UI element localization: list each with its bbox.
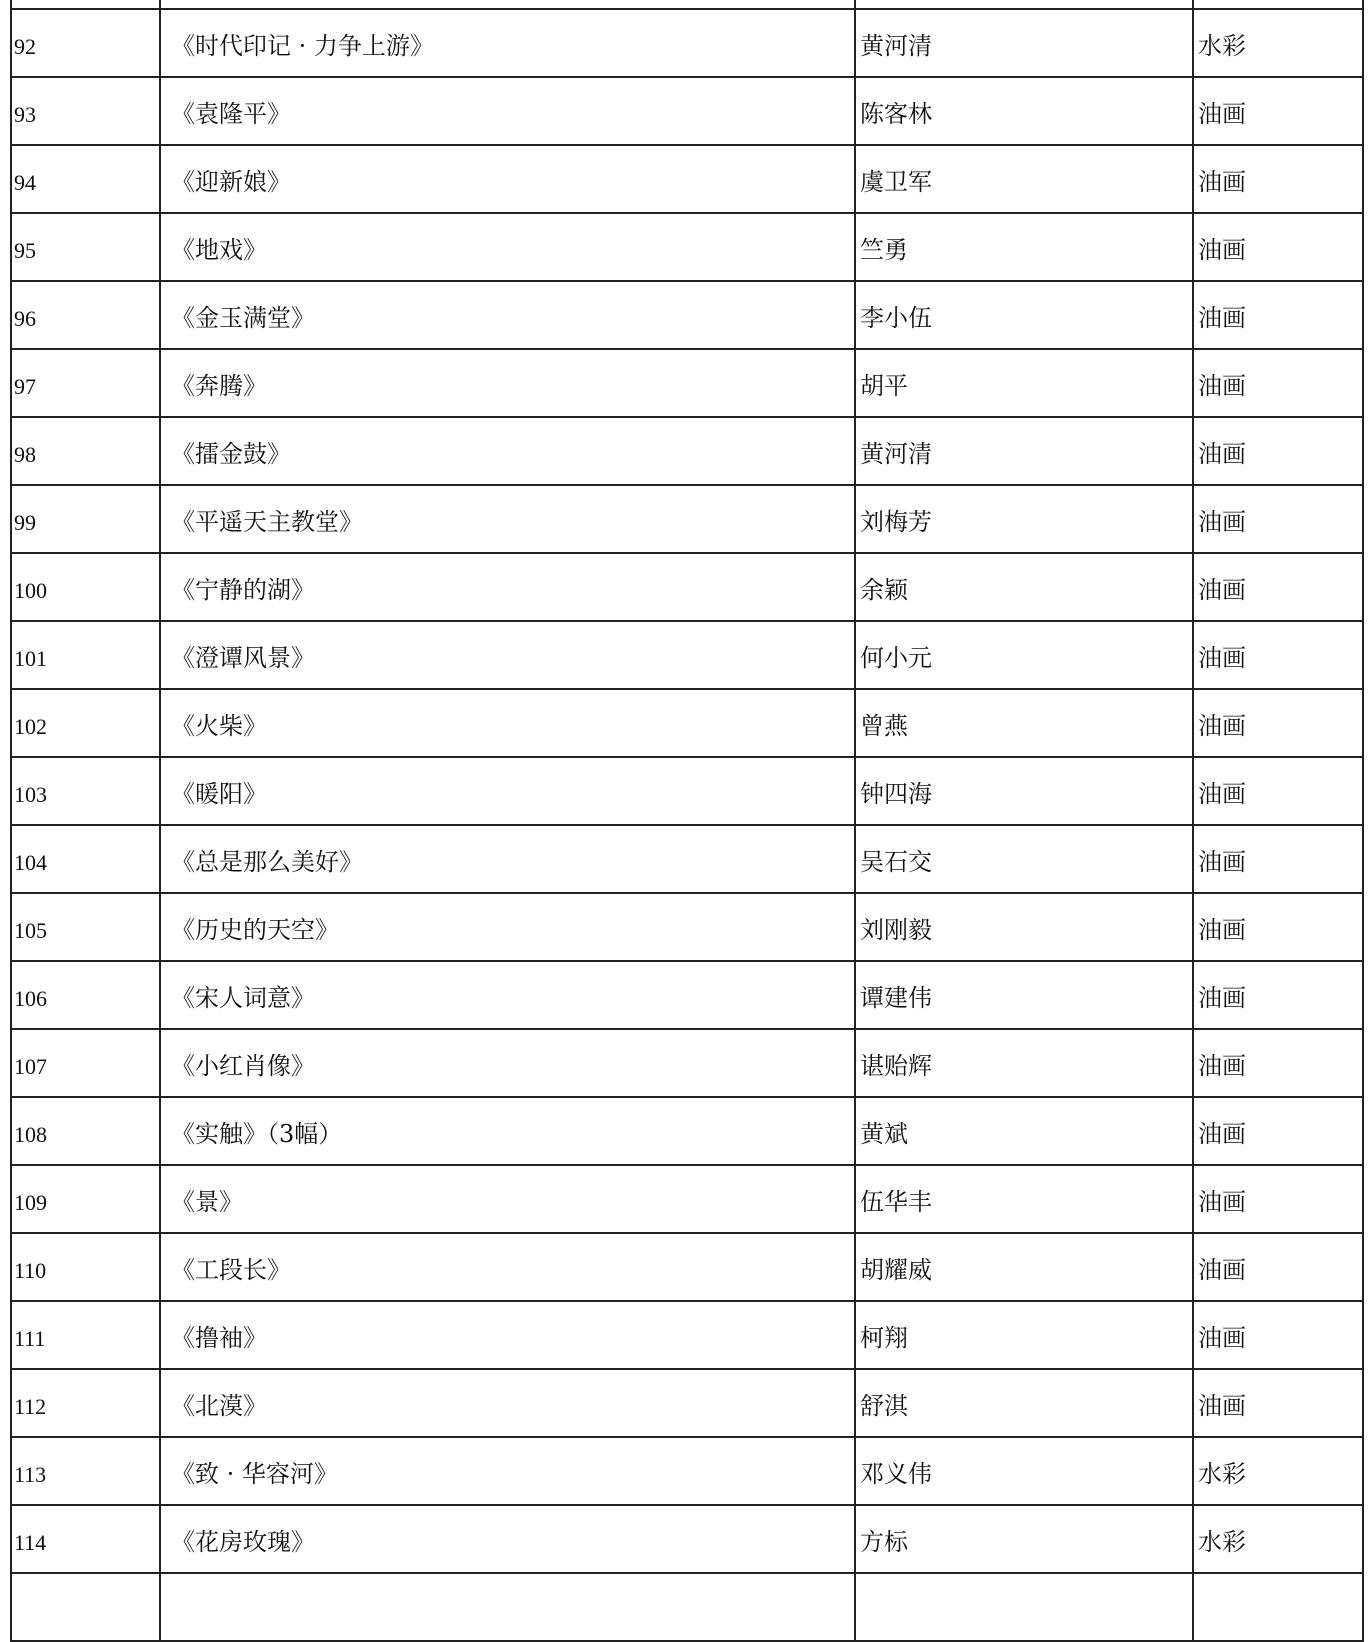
table-row <box>11 1301 1363 1369</box>
artist-name-cell: 陈客林 <box>855 77 1193 145</box>
artwork-title-cell: 《袁隆平》 <box>160 77 855 145</box>
table-row <box>11 417 1363 485</box>
row-number-cell: 105 <box>11 893 160 961</box>
row-number-cell: 95 <box>11 213 160 281</box>
category-cell: 油画 <box>1193 689 1363 757</box>
category-cell: 油画 <box>1193 281 1363 349</box>
table-row <box>11 893 1363 961</box>
artist-name-cell: 李小伍 <box>855 281 1193 349</box>
row-number-cell: 103 <box>11 757 160 825</box>
table-row <box>11 1369 1363 1437</box>
artist-name-cell <box>855 1573 1193 1641</box>
table-row <box>11 1165 1363 1233</box>
artist-name-cell: 柯翔 <box>855 1301 1193 1369</box>
category-cell: 油画 <box>1193 553 1363 621</box>
table-row <box>11 1029 1363 1097</box>
table-row <box>11 281 1363 349</box>
table-row <box>11 1573 1363 1641</box>
row-number-cell: 108 <box>11 1097 160 1165</box>
artwork-title-cell: 《擂金鼓》 <box>160 417 855 485</box>
category-cell: 水彩 <box>1193 1437 1363 1505</box>
artwork-title-cell: 《迎新娘》 <box>160 145 855 213</box>
table-row <box>11 213 1363 281</box>
row-number-cell: 99 <box>11 485 160 553</box>
row-number-cell: 102 <box>11 689 160 757</box>
artwork-title-cell: 《地戏》 <box>160 213 855 281</box>
artist-name-cell <box>855 0 1193 9</box>
table-row <box>11 689 1363 757</box>
table-row <box>11 349 1363 417</box>
category-cell: 油画 <box>1193 621 1363 689</box>
artist-name-cell: 谭建伟 <box>855 961 1193 1029</box>
artwork-title-cell: 《澄谭风景》 <box>160 621 855 689</box>
artwork-title-cell: 《致 · 华容河》 <box>160 1437 855 1505</box>
artist-name-cell: 伍华丰 <box>855 1165 1193 1233</box>
table-row <box>11 9 1363 77</box>
artwork-title-cell: 《奔腾》 <box>160 349 855 417</box>
category-cell: 油画 <box>1193 1369 1363 1437</box>
category-cell: 油画 <box>1193 1165 1363 1233</box>
artwork-title-cell: 《时代印记 · 力争上游》 <box>160 9 855 77</box>
artist-name-cell: 邓义伟 <box>855 1437 1193 1505</box>
artwork-title-cell: 《实触》（3幅） <box>160 1097 855 1165</box>
table-row <box>11 621 1363 689</box>
artwork-title-cell: 《宋人词意》 <box>160 961 855 1029</box>
artist-name-cell: 方标 <box>855 1505 1193 1573</box>
table-row <box>11 825 1363 893</box>
artwork-title-cell: 《景》 <box>160 1165 855 1233</box>
artwork-list-table <box>10 0 1364 1642</box>
row-number-cell <box>11 1573 160 1641</box>
table-row <box>11 553 1363 621</box>
artwork-title-cell: 《总是那么美好》 <box>160 825 855 893</box>
artist-name-cell: 虞卫军 <box>855 145 1193 213</box>
table-row <box>11 961 1363 1029</box>
artist-name-cell: 舒淇 <box>855 1369 1193 1437</box>
artwork-title-cell <box>160 0 855 9</box>
category-cell: 油画 <box>1193 1301 1363 1369</box>
artist-name-cell: 胡耀威 <box>855 1233 1193 1301</box>
artist-name-cell: 胡平 <box>855 349 1193 417</box>
category-cell: 水彩 <box>1193 1505 1363 1573</box>
table-row <box>11 757 1363 825</box>
row-number-cell: 96 <box>11 281 160 349</box>
table-row <box>11 485 1363 553</box>
category-cell <box>1193 1573 1363 1641</box>
artwork-title-cell: 《暖阳》 <box>160 757 855 825</box>
row-number-cell: 97 <box>11 349 160 417</box>
artwork-title-cell: 《历史的天空》 <box>160 893 855 961</box>
table-row <box>11 1505 1363 1573</box>
artwork-title-cell: 《平遥天主教堂》 <box>160 485 855 553</box>
category-cell: 油画 <box>1193 1097 1363 1165</box>
artwork-title-cell: 《宁静的湖》 <box>160 553 855 621</box>
table-row <box>11 1437 1363 1505</box>
artist-name-cell: 黄斌 <box>855 1097 1193 1165</box>
category-cell: 油画 <box>1193 417 1363 485</box>
artist-name-cell: 曾燕 <box>855 689 1193 757</box>
category-cell: 油画 <box>1193 757 1363 825</box>
row-number-cell: 106 <box>11 961 160 1029</box>
artwork-title-cell: 《撸袖》 <box>160 1301 855 1369</box>
category-cell: 油画 <box>1193 145 1363 213</box>
artist-name-cell: 何小元 <box>855 621 1193 689</box>
artwork-title-cell: 《小红肖像》 <box>160 1029 855 1097</box>
row-number-cell: 100 <box>11 553 160 621</box>
row-number-cell: 107 <box>11 1029 160 1097</box>
artist-name-cell: 谌贻辉 <box>855 1029 1193 1097</box>
category-cell: 油画 <box>1193 1029 1363 1097</box>
category-cell <box>1193 0 1363 9</box>
artwork-title-cell: 《金玉满堂》 <box>160 281 855 349</box>
table-row <box>11 0 1363 9</box>
artwork-title-cell <box>160 1573 855 1641</box>
artist-name-cell: 竺勇 <box>855 213 1193 281</box>
row-number-cell: 101 <box>11 621 160 689</box>
artist-name-cell: 钟四海 <box>855 757 1193 825</box>
category-cell: 油画 <box>1193 213 1363 281</box>
artist-name-cell: 刘刚毅 <box>855 893 1193 961</box>
category-cell: 油画 <box>1193 961 1363 1029</box>
table-row <box>11 145 1363 213</box>
artwork-title-cell: 《北漠》 <box>160 1369 855 1437</box>
row-number-cell: 93 <box>11 77 160 145</box>
category-cell: 油画 <box>1193 77 1363 145</box>
table-row <box>11 77 1363 145</box>
row-number-cell: 94 <box>11 145 160 213</box>
row-number-cell: 112 <box>11 1369 160 1437</box>
row-number-cell: 110 <box>11 1233 160 1301</box>
row-number-cell <box>11 0 160 9</box>
table-row <box>11 1097 1363 1165</box>
artwork-list-body <box>11 0 1363 1641</box>
row-number-cell: 114 <box>11 1505 160 1573</box>
category-cell: 油画 <box>1193 349 1363 417</box>
category-cell: 水彩 <box>1193 9 1363 77</box>
artwork-title-cell: 《花房玫瑰》 <box>160 1505 855 1573</box>
category-cell: 油画 <box>1193 893 1363 961</box>
row-number-cell: 113 <box>11 1437 160 1505</box>
artwork-title-cell: 《火柴》 <box>160 689 855 757</box>
artist-name-cell: 吴石交 <box>855 825 1193 893</box>
artist-name-cell: 黄河清 <box>855 9 1193 77</box>
artist-name-cell: 黄河清 <box>855 417 1193 485</box>
row-number-cell: 109 <box>11 1165 160 1233</box>
category-cell: 油画 <box>1193 485 1363 553</box>
row-number-cell: 98 <box>11 417 160 485</box>
category-cell: 油画 <box>1193 825 1363 893</box>
artist-name-cell: 刘梅芳 <box>855 485 1193 553</box>
row-number-cell: 104 <box>11 825 160 893</box>
row-number-cell: 111 <box>11 1301 160 1369</box>
row-number-cell: 92 <box>11 9 160 77</box>
artwork-title-cell: 《工段长》 <box>160 1233 855 1301</box>
artist-name-cell: 余颖 <box>855 553 1193 621</box>
category-cell: 油画 <box>1193 1233 1363 1301</box>
artwork-list-table-container <box>10 0 1362 1642</box>
table-row <box>11 1233 1363 1301</box>
